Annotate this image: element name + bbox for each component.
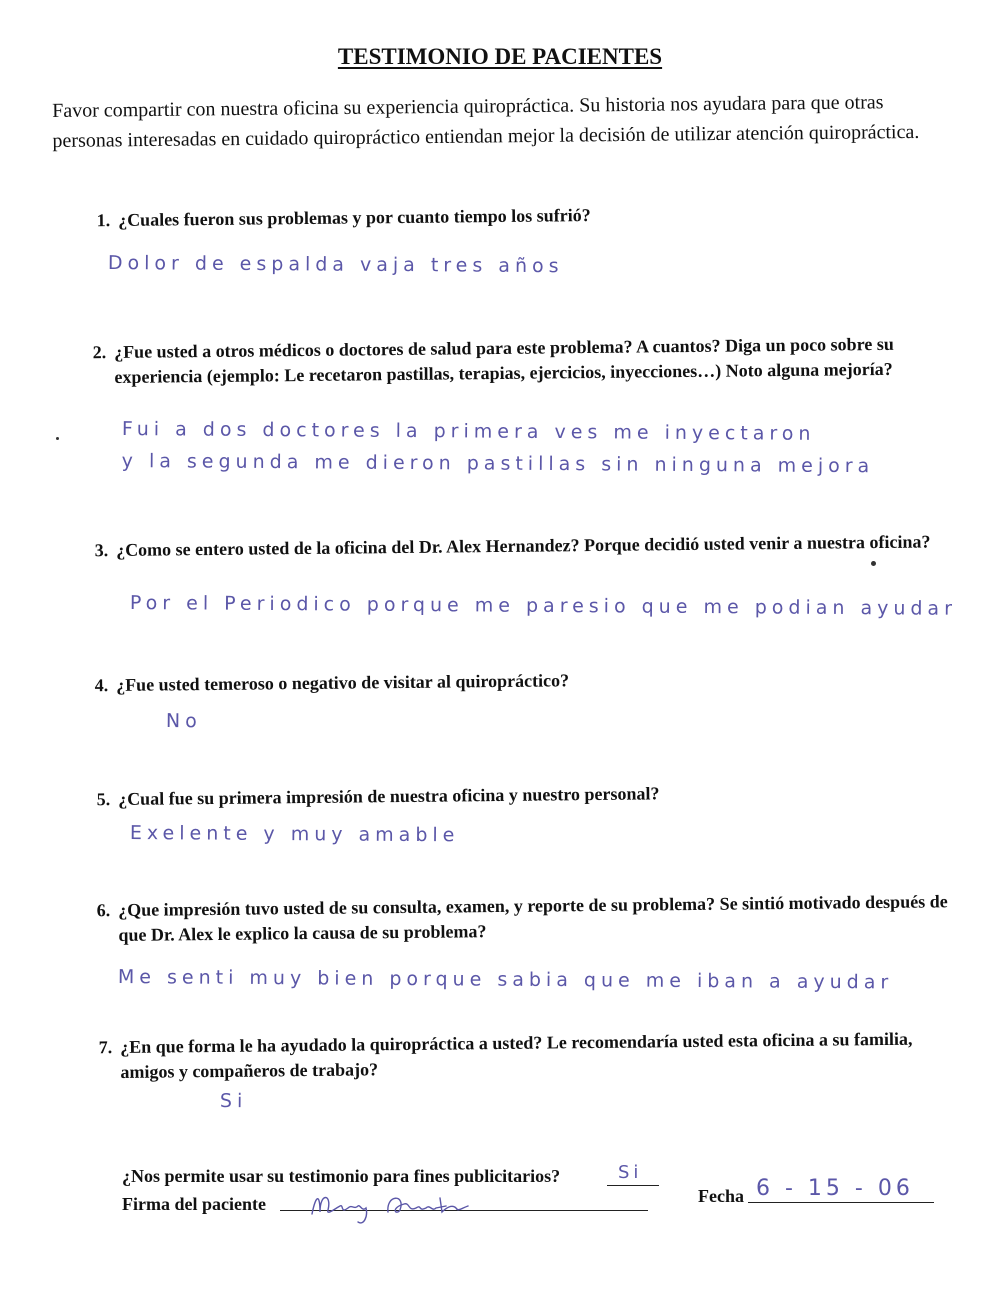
question-text: ¿Cuales fueron sus problemas y por cuanto tiempo los sufrió?	[118, 205, 591, 230]
answer-line: Me senti muy bien porque sabia que me iban a ayudar	[117, 966, 894, 994]
answer-line: No	[165, 710, 202, 733]
answer-6	[118, 966, 893, 993]
question-number: 4.	[94, 675, 109, 696]
permission-line	[607, 1185, 659, 1186]
question-number: 7.	[98, 1037, 113, 1058]
answer-7	[220, 1090, 247, 1112]
question-1	[96, 199, 938, 233]
question-3	[94, 529, 936, 563]
signature-label: Firma del paciente	[122, 1194, 266, 1214]
answer-line: Fui a dos doctores la primera ves me inyectaron	[121, 418, 816, 445]
question-text: ¿Fue usted temeroso o negativo de visitar al quiropráctico?	[116, 670, 570, 695]
answer-line: Dolor de espalda vaja tres años	[107, 252, 564, 278]
permission-value: Si	[618, 1162, 643, 1183]
date-value: 6 - 15 - 06	[756, 1176, 914, 1201]
document-title: TESTIMONIO DE PACIENTES	[337, 44, 663, 69]
question-6	[96, 889, 958, 948]
answer-line: Exelente y muy amable	[129, 822, 460, 847]
question-7	[98, 1026, 940, 1085]
question-number: 1.	[96, 210, 111, 231]
question-number: 5.	[96, 789, 111, 810]
answer-4	[166, 710, 202, 732]
question-number: 3.	[94, 540, 109, 561]
question-text: ¿Cual fue su primera impresión de nuestra oficina y nuestro personal?	[118, 783, 660, 809]
answer-line: Si	[219, 1090, 248, 1113]
question-text: ¿Que impresión tuvo usted de su consulta, examen, y reporte de su problema? Se sintió motivado después de que Dr. Alex le explico la causa de su problema?	[118, 891, 948, 945]
answer-3	[130, 592, 957, 620]
question-text: ¿Como se entero usted de la oficina del Dr. Alex Hernandez? Porque decidió usted venir a nuestra oficina?	[116, 531, 931, 560]
answer-5	[130, 822, 460, 846]
permission-label: ¿Nos permite usar su testimonio para fines publicitarios?	[122, 1166, 561, 1186]
patient-signature	[306, 1186, 486, 1226]
answer-1	[108, 252, 564, 277]
date-label: Fecha	[698, 1186, 744, 1206]
intro-paragraph: Favor compartir con nuestra oficina su experiencia quiropráctica. Su historia nos ayudara para que otras personas interesadas en cuidado quiropráctico entiendan mejor la decisión de utilizar atención quiropráctica.	[52, 91, 920, 152]
question-number: 2.	[92, 342, 107, 363]
answer-line: y la segunda me dieron pastillas sin ninguna mejora	[121, 449, 875, 478]
ink-dot	[871, 561, 876, 566]
question-5	[96, 778, 938, 812]
date-line	[748, 1202, 934, 1203]
answer-line: Por el Periodico porque me paresio que me podian ayudar	[129, 592, 958, 620]
question-text: ¿Fue usted a otros médicos o doctores de salud para este problema? A cuantos? Diga un poco sobre su experiencia (ejemplo: Le recetaron pastillas, terapias, ejercicios, inyecciones…) Noto alguna mejoría?	[114, 333, 894, 387]
question-4	[94, 664, 936, 698]
question-number: 6.	[96, 900, 111, 921]
answer-2	[122, 418, 875, 477]
stray-mark	[56, 437, 59, 440]
question-2	[92, 331, 934, 390]
question-text: ¿En que forma le ha ayudado la quiropráctica a usted? Le recomendaría usted esta oficina a su familia, amigos y compañeros de trabajo?	[120, 1028, 913, 1082]
